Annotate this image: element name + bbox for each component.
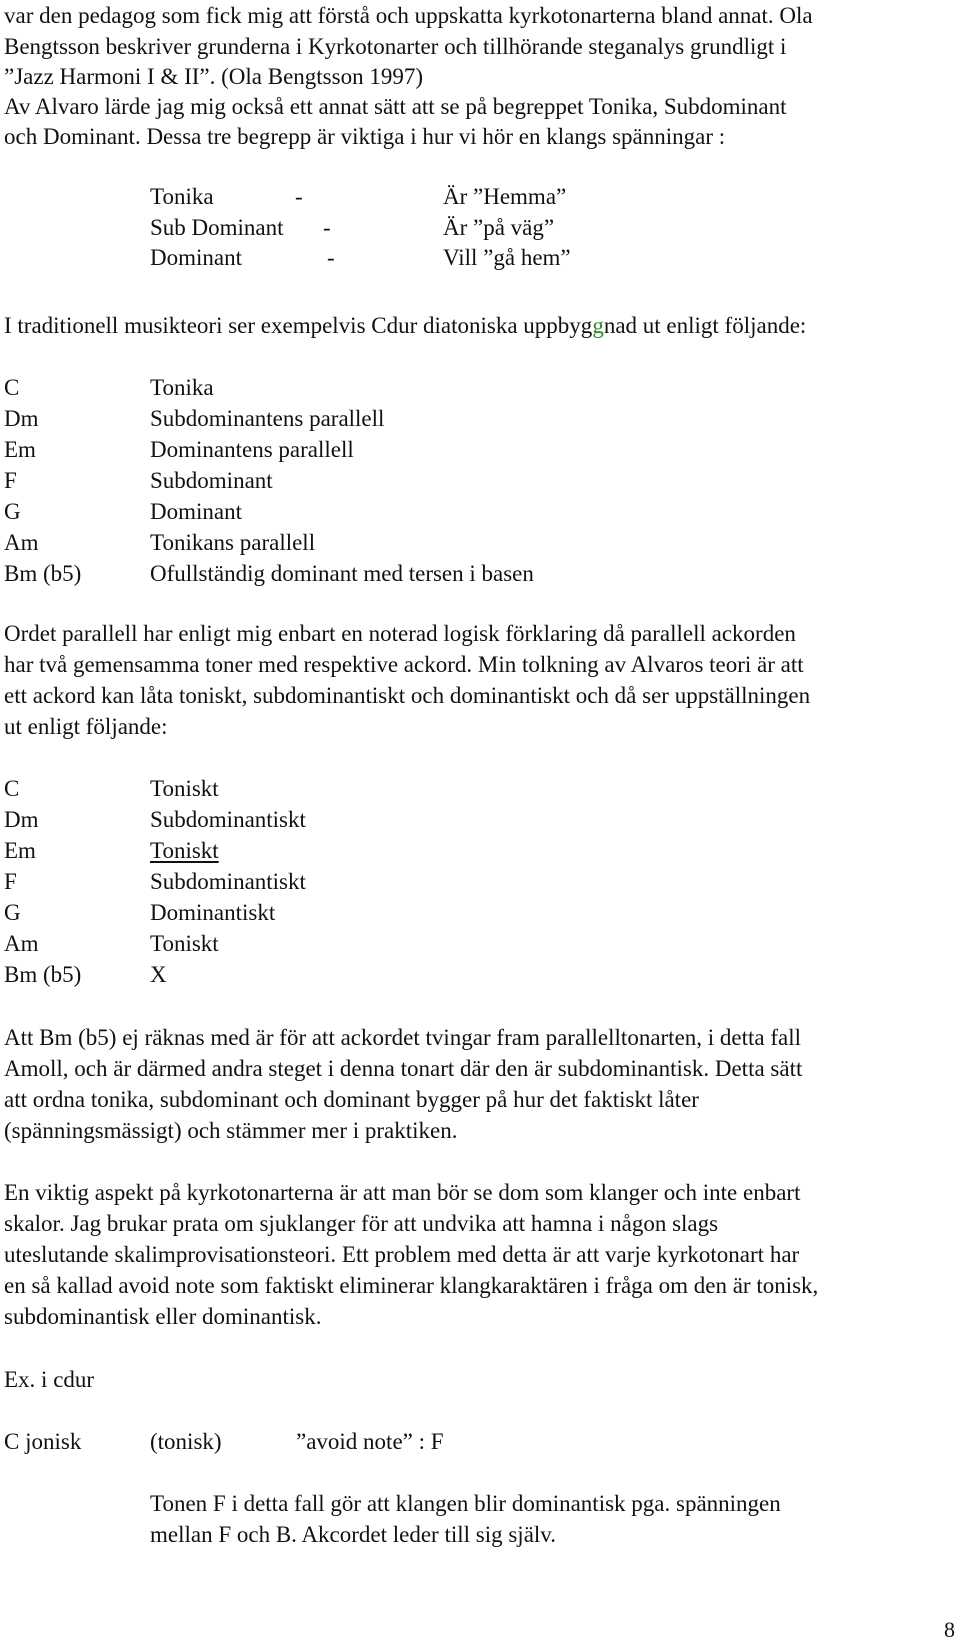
chord-function: Subdominant — [150, 468, 273, 493]
aspect-line-1: En viktig aspekt på kyrkotonarterna är att man bör se dom som klanger och inte enbart — [4, 1180, 801, 1205]
parallel-line-3: ett ackord kan låta toniskt, subdominantiskt och dominantiskt och då ser uppställningen — [4, 683, 811, 708]
aspect-line-3: uteslutande skalimprovisationsteori. Ett problem med detta är att varje kyrkotonart har — [4, 1242, 800, 1267]
function-dash: - — [295, 184, 303, 209]
intro-line-2: Bengtsson beskriver grunderna i Kyrkotonarter och tillhörande steganalys grundligt i — [4, 34, 787, 59]
chord-name: Dm — [4, 406, 39, 431]
bm-line-4: (spänningsmässigt) och stämmer mer i praktiken. — [4, 1118, 458, 1143]
function-meaning: Vill ”gå hem” — [443, 245, 571, 270]
chord-name: Bm (b5) — [4, 962, 82, 987]
parallel-line-4: ut enligt följande: — [4, 714, 168, 739]
bm-line-2: Amoll, och är därmed andra steget i denna tonart där den är subdominantisk. Detta sätt — [4, 1056, 803, 1081]
traditional-intro — [4, 310, 806, 341]
parallel-line-2: har två gemensamma toner med respektive ackord. Min tolkning av Alvaros teori är att — [4, 652, 804, 677]
example-heading: Ex. i cdur — [4, 1367, 95, 1392]
parallel-line-1: Ordet parallell har enligt mig enbart en noterad logisk förklaring då parallell ackorden — [4, 621, 796, 646]
chord-name: C — [4, 776, 20, 801]
page-number: 8 — [944, 1617, 955, 1642]
chord-name: Em — [4, 838, 36, 863]
example-avoid-note: ”avoid note” : F — [296, 1429, 444, 1454]
intro-line-5: och Dominant. Dessa tre begrepp är viktiga i hur vi hör en klangs spänningar : — [4, 124, 726, 149]
chord-name: Dm — [4, 807, 39, 832]
example-mode: C jonisk — [4, 1429, 82, 1454]
chord-function: Dominantiskt — [150, 900, 276, 925]
function-term: Dominant — [150, 245, 242, 270]
chord-function: X — [150, 962, 167, 987]
chord-function: Dominantens parallell — [150, 437, 354, 462]
chord-function: Tonikans parallell — [150, 530, 316, 555]
intro-line-1: var den pedagog som fick mig att förstå och uppskatta kyrkotonarterna bland annat. Ola — [4, 3, 813, 28]
example-note-line-2: mellan F och B. Akcordet leder till sig själv. — [150, 1522, 557, 1547]
chord-name: C — [4, 375, 20, 400]
chord-name: Am — [4, 530, 39, 555]
chord-function: Subdominantiskt — [150, 869, 306, 894]
chord-name: Bm (b5) — [4, 561, 82, 586]
intro-line-4: Av Alvaro lärde jag mig också ett annat sätt att se på begreppet Tonika, Subdominant — [4, 94, 787, 119]
chord-function: Dominant — [150, 499, 242, 524]
function-term: Sub Dominant — [150, 215, 284, 240]
function-meaning: Är ”på väg” — [443, 215, 555, 240]
traditional-intro-after: nad ut enligt följande: — [603, 313, 807, 338]
example-note-line-1: Tonen F i detta fall gör att klangen blir dominantisk pga. spänningen — [150, 1491, 781, 1516]
function-meaning: Är ”Hemma” — [443, 184, 567, 209]
chord-name: F — [4, 468, 17, 493]
chord-function: Tonika — [150, 375, 214, 400]
function-dash: - — [327, 245, 335, 270]
aspect-line-2: skalor. Jag brukar prata om sjuklanger för att undvika att hamna i någon slags — [4, 1211, 719, 1236]
aspect-line-4: en så kallad avoid note som faktiskt eliminerar klangkaraktären i fråga om den är tonisk, — [4, 1273, 819, 1298]
aspect-line-5: subdominantisk eller dominantisk. — [4, 1304, 322, 1329]
chord-name: G — [4, 499, 21, 524]
chord-name: G — [4, 900, 21, 925]
chord-function: Subdominantiskt — [150, 807, 306, 832]
traditional-intro-green-letter: g — [592, 313, 604, 338]
chord-function: Subdominantens parallell — [150, 406, 385, 431]
function-term: Tonika — [150, 184, 214, 209]
example-function: (tonisk) — [150, 1429, 222, 1454]
chord-name: Em — [4, 437, 36, 462]
intro-line-3: ”Jazz Harmoni I & II”. (Ola Bengtsson 1997) — [4, 64, 423, 89]
bm-line-3: att ordna tonika, subdominant och dominant bygger på hur det faktiskt låter — [4, 1087, 699, 1112]
chord-function: Toniskt — [150, 931, 219, 956]
chord-function: Toniskt — [150, 776, 219, 801]
traditional-intro-before: I traditionell musikteori ser exempelvis Cdur diatoniska uppbyg — [4, 313, 593, 338]
chord-function-underlined: Toniskt — [150, 838, 219, 863]
chord-function: Ofullständig dominant med tersen i basen — [150, 561, 534, 586]
chord-name: F — [4, 869, 17, 894]
chord-name: Am — [4, 931, 39, 956]
function-dash: - — [323, 215, 331, 240]
bm-line-1: Att Bm (b5) ej räknas med är för att ackordet tvingar fram parallelltonarten, i detta fall — [4, 1025, 802, 1050]
